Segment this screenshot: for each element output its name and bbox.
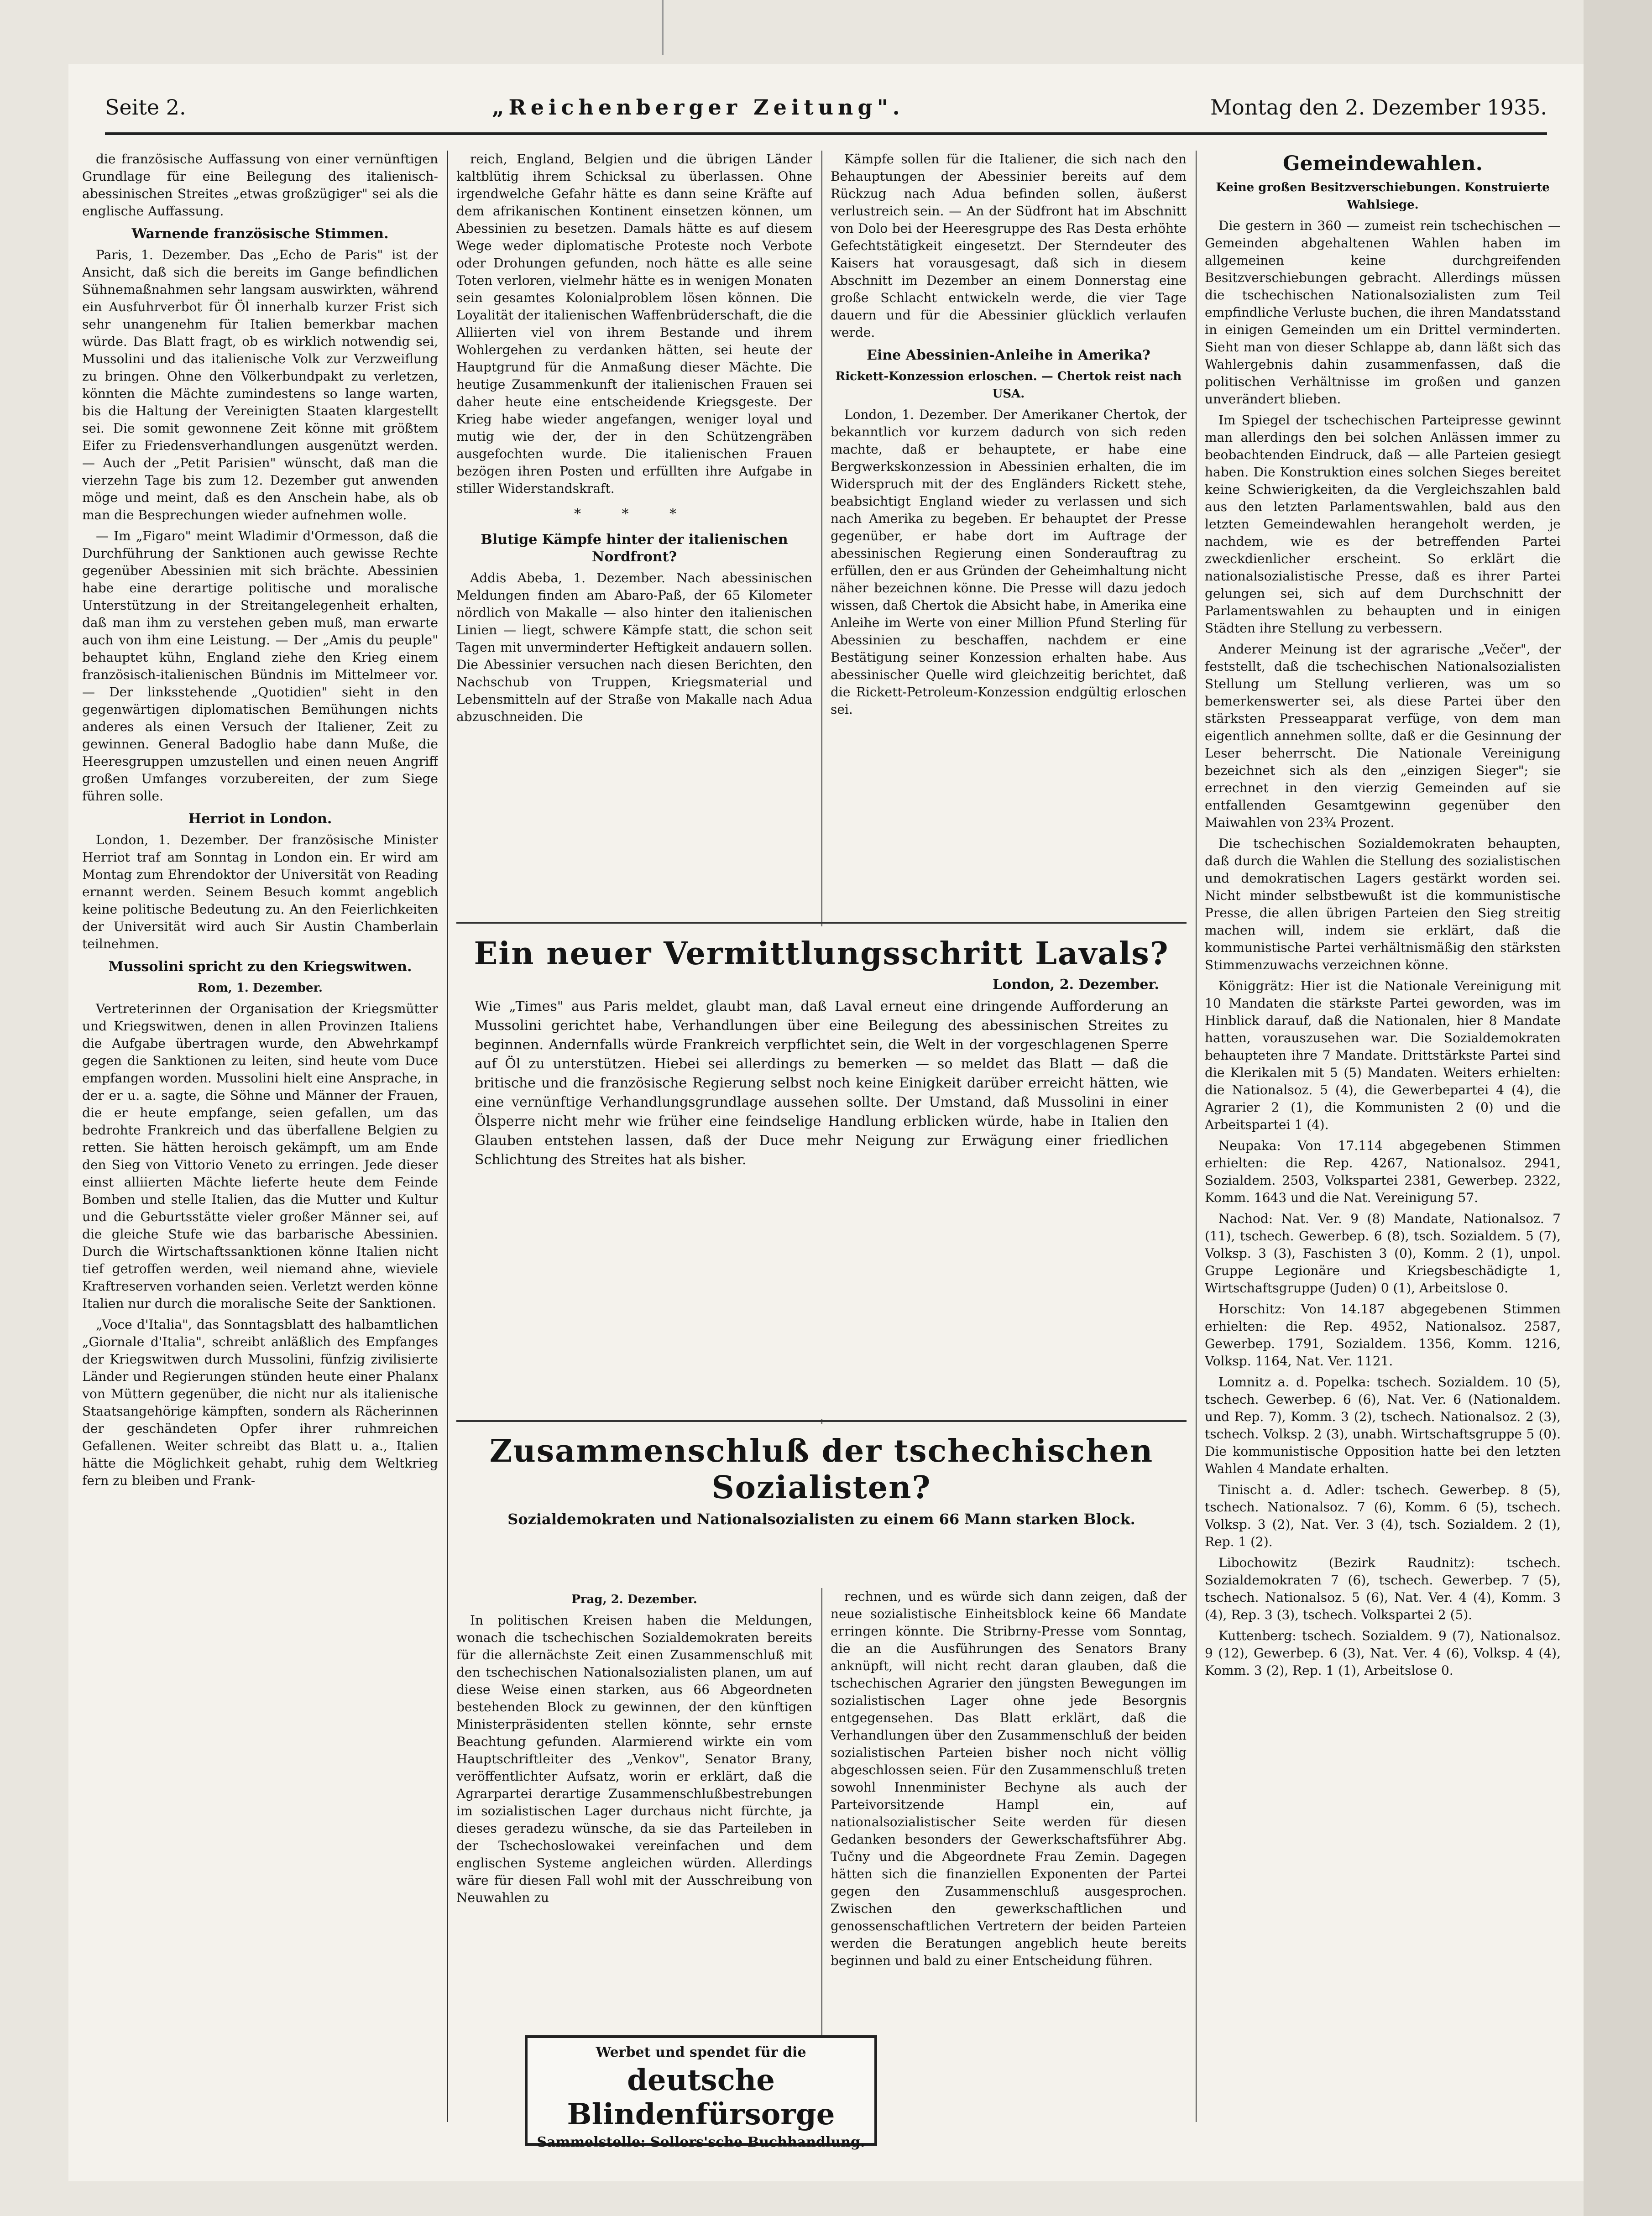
lead-article: [456, 926, 1187, 1419]
page-header: [105, 82, 1547, 135]
article-paragraph: Die tschechischen Sozialdemokraten behaupten, daß durch die Wahlen die Stellung des sozialistischen und demokratischen Lagers gestärkt worden sei. Nicht minder selbstbewußt ist die kommunistische Presse, die allen übrigen Parteien den Sieg streitig machen will, indem sie erklärt, daß die kommunistische Partei verhältnismäßig den stärksten Stimmenzuwachs verzeichnen könne.: [1205, 836, 1561, 972]
section-separator: * * *: [574, 506, 695, 522]
dateline: Prag, 2. Dezember.: [571, 1593, 697, 1606]
article-paragraph: In politischen Kreisen haben die Meldungen, wonach die tschechischen Sozialdemokraten bereits für die allernächste Zeit einen Zusammenschluß mit den tschechischen Nationalsozialisten planen, um auf diese Weise einen starken, aus 66 Abgeordneten bestehenden Block zu gewinnen, der den künftigen Ministerpräsidenten stellen könnte, sehr ernste Beachtung gefunden. Alarmierend wirkte ein vom Hauptschriftleiter des „Venkov", Senator Brany, veröffentlichter Aufsatz, worin er erklärt, daß die Agrarpartei derartige Zusammenschlußbestrebungen im sozialistischen Lager durchaus nicht fürchte, ja dieses geradezu wünsche, da sie das Parteileben in der Tschechoslowakei vereinfachen und dem englischen Systeme angleichen würden. Allerdings wäre für diesen Fall wohl mit der Ausschreibung von Neuwahlen zu: [456, 1613, 812, 1905]
lead-dateline: London, 2. Dezember.: [993, 977, 1159, 993]
lead-body: Wie „Times" aus Paris meldet, glaubt man, daß Laval erneut eine dringende Aufforderung an Mussolini gerichtet habe, Verhandlungen über eine Beilegung des abessinischen Streites zu beginnen. Andernfalls würde Frankreich verpflichtet sein, die Welt in der vorgeschlagenen Sperre auf Öl zu unterstützen. Hiebei sei allerdings zu bemerken — so meldet das Blatt — daß die britische und die französische Regierung selbst noch keine Einigkeit darüber erreicht hätten, wie eine vernünftige Verhandlungsgrundlage aussehen sollte. Der Umstand, daß Mussolini in einer Ölsperre nicht mehr wie früher eine feindselige Handlung erblicken würde, habe in Italien den Glauben entstehen lassen, daß der Duce mehr Neigung zur Erwägung einer friedlichen Schlichtung des Streites hat als bisher.: [475, 998, 1168, 1168]
newspaper-title: „Reichenberger Zeitung".: [492, 95, 904, 120]
article-paragraph: „Voce d'Italia", das Sonntagsblatt des halbamtlichen „Giornale d'Italia", schreibt anläßlich des Empfanges der Kriegswitwen durch Mussolini, fünfzig zivilisierte Länder und Regierungen stünden heute einer Phalanx von Müttern gegenüber, die nicht nur als italienische Staatsangehörige kämpften, sondern als Rächerinnen der geschändeten Opfer ihrer ruhmreichen Gefallenen. Weiter schreibt das Blatt u. a., Italien hätte die Möglichkeit gehabt, ruhig dem Weltkrieg fern zu bleiben und Frank-: [82, 1317, 438, 1488]
ad-line: Sammelstelle: Sollors'sche Buchhandlung.: [537, 2134, 865, 2150]
second-subheadline: Sozialdemokraten und Nationalsozialisten zu einem 66 Mann starken Block.: [507, 1510, 1135, 1528]
article-paragraph: London, 1. Dezember. Der französische Minister Herriot traf am Sonntag in London ein. Er wird am Montag zum Ehrendoktor der Universität von Reading ernannt werden. Seinem Besuch kommt angeblich keine politische Bedeutung zu. An den Feierlichkeiten der Universität wird auch Sir Austin Chamberlain teilnehmen.: [82, 832, 438, 951]
article-heading: Gemeindewahlen.: [1283, 152, 1483, 175]
article-continuation: die französische Auffassung von einer vernünftigen Grundlage für eine Beilegung des italienisch-abessinischen Streites „etwas großzügiger" sei als die englische Auffassung.: [82, 152, 438, 219]
advertisement-box: [525, 2035, 877, 2150]
election-result: Tinischt a. d. Adler: tschech. Gewerbep. 8 (5), tschech. Nationalsoz. 7 (6), Komm. 6 (5), tschech. Volksp. 3 (2), Nat. Ver. 3 (4), tsch. Sozialdem. 2 (1), Rep. 1 (2).: [1205, 1482, 1561, 1549]
article-paragraph: — Im „Figaro" meint Wladimir d'Ormesson, daß die Durchführung der Sanktionen auch gewisse Rechte gegenüber Abessinien mit sich brächte. Abessinien habe eine derartige politische und moralische Unterstützung in der Streitangelegenheit erhalten, daß man ihm zu verstehen geben muß, man erwarte auch von ihm eine Leistung. — Der „Amis du peuple" behauptet kühn, England ziehe den Krieg einem französisch-italienischen Bündnis im Mittelmeer vor. — Der linksstehende „Quotidien" sieht in den gegenwärtigen diplomatischen Bemühungen nichts anderes als einen Versuch der Italiener, Zeit zu gewinnen. General Badoglio habe dann Muße, die Heeresgruppen umzustellen und einen neuen Angriff großen Umfanges vorzubereiten, der zum Siege führen solle.: [82, 528, 438, 804]
article-paragraph: Paris, 1. Dezember. Das „Echo de Paris" ist der Ansicht, daß sich die bereits im Gange befindlichen Sühnemaßnahmen sehr langsam auswirkten, während ein Ausfuhrverbot für Öl innerhalb kurzer Frist sich sehr unangenehm für Italien bemerkbar machen würde. Das Blatt fragt, ob es wirklich notwendig sei, Mussolini und das italienische Volk zur Verzweiflung zu bringen. Ohne den Völkerbundpakt zu verletzen, könnten die Mächte zumindestens so lange warten, bis die Haltung der Vereinigten Staaten klargestellt sei. Die somit gewonnene Zeit könne mit größtem Eifer zu Friedensverhandlungen ausgenützt werden. — Auch der „Petit Parisien" wünscht, daß man die vierzehn Tage bis zum 12. Dezember gut anwenden möge und meint, daß es den Anschein habe, als ob man die Besprechungen wieder aufnehmen wolle.: [82, 247, 438, 523]
article-paragraph: Addis Abeba, 1. Dezember. Nach abessinischen Meldungen finden am Abaro-Paß, der 65 Kilometer nördlich von Makalle — also hinter den italienischen Linien — liegt, schwere Kämpfe statt, die schon seit Tagen mit unverminderter Heftigkeit andauern sollen. Die Abessinier versuchen nach diesen Berichten, den Nachschub von Truppen, Kriegsmaterial und Lebensmitteln auf der Straße von Makalle nach Adua abzuschneiden. Die: [456, 570, 812, 724]
article-heading: Eine Abessinien-Anleihe in Amerika?: [867, 347, 1150, 363]
article-continuation: reich, England, Belgien und die übrigen Länder kaltblütig ihrem Schicksal zu überlassen. Ohne irgendwelche Gefahr hätte es dann seine Kräfte auf dem afrikanischen Kontinent einsetzen können, um Abessinien zu besetzen. Damals hätte es auf diesem Wege weder diplomatische Proteste noch Verbote oder Drohungen gefunden, noch hätte es alle seine Toten verloren, vielmehr hätte es in wenigen Monaten sein gesamtes Kolonialproblem lösen können. Die Loyalität der italienischen Waffenbrüderschaft, die die Alliierten viel von ihrem Bestande und ihrem Wohlergehen zu verdanken hätten, sei heute der Hauptgrund für die Anmaßung dieser Mächte. Die heutige Zusammenkunft der italienischen Frauen sei daher heute eine entscheidende Kriegsgeste. Der Krieg habe wieder angefangen, weniger loyal und mutig wie der, der in den Schützengräben ausgefochten wurde. Die italienischen Frauen bezögen ihren Posten und erfüllten ihre Aufgabe in stiller Widerstandskraft.: [456, 152, 812, 496]
column-rule: [447, 151, 448, 2122]
election-result: Neupaka: Von 17.114 abgegebenen Stimmen erhielten: die Rep. 4267, Nationalsoz. 2941, Sozialdem. 2503, Volkspartei 2381, Gewerbep. 2322, Komm. 1643 und die Nat. Vereinigung 57.: [1205, 1138, 1561, 1205]
article-paragraph: Anderer Meinung ist der agrarische „Večer", der feststellt, daß die tschechischen Nationalsozialisten Stellung um Stellung verlieren, was um so bemerkenswerter sei, als diese Partei über den stärksten Presseapparat verfüge, von dem man eigentlich annehmen sollte, daß er die Gesinnung der Leser beherrscht. Die Nationale Vereinigung bezeichnet sich als den „einzigen Sieger"; sie errechnet in den vierzig Gemeinden auf sie entfallenden Gesamtgewinn gegenüber den Maiwahlen von 23¾ Prozent.: [1205, 642, 1561, 830]
column-rule: [1196, 151, 1197, 2122]
issue-date: Montag den 2. Dezember 1935.: [1210, 95, 1547, 120]
scan-margin-right: [1584, 0, 1652, 2216]
article-paragraph: rechnen, und es würde sich dann zeigen, daß der neue sozialistische Einheitsblock keine 66 Mandate erringen könnte. Die Stribrny-Presse vom Sonntag, die an die Ausführungen des Senators Brany anknüpft, will nicht recht daran glauben, daß die tschechischen Agrarier den jüngsten Bewegungen im sozialistischen Lager ohne jede Besorgnis entgegensehen. Das Blatt erklärt, daß die Verhandlungen über den Zusammenschluß der beiden sozialistischen Parteien bisher noch nicht völlig abgeschlossen seien. Für den Zusammenschluß treten sowohl Innenminister Bechyne als auch der Parteivorsitzende Hampl ein, auf nationalsozialistischer Seite werden für diesen Gedanken besonders der Gewerkschaftsführer Abg. Tučny und die Abgeordnete Frau Zemin. Dagegen hätten sich die finanziellen Exponenten der Partei gegen den Zusammenschluß ausgesprochen. Zwischen den gewerkschaftlichen und genossenschaftlichen Vertretern der beiden Parteien werden die Beratungen angeblich heute bereits beginnen und bald zu einer Entscheidung führen.: [831, 1589, 1187, 1968]
section-rule: [456, 1420, 1187, 1422]
column-1: [82, 151, 438, 2122]
second-article-left: [456, 1588, 812, 2026]
scan-mark: [662, 0, 664, 55]
article-paragraph: London, 1. Dezember. Der Amerikaner Chertok, der bekanntlich vor kurzem dadurch von sich reden machte, daß er behauptete, er habe eine Bergwerkskonzession in Abessinien erhalten, die im Widerspruch mit der des Engländers Rickett stehe, beabsichtigt England wieder zu verlassen und sich nach Amerika zu begeben. Er behauptet der Presse gegenüber, er habe dort im Auftrage der abessinischen Regierung einen Sonderauftrag zu erfüllen, den er aus Gründen der Geheimhaltung nicht näher bezeichnen könne. Die Presse will dazu jedoch wissen, daß Chertok die Absicht habe, in Amerika eine Anleihe im Werte von einer Million Pfund Sterling für Abessinien zu beschaffen, nachdem er eine Bestätigung seiner Konzession erhalten habe. Aus abessinischer Quelle wird gleichzeitig berichtet, daß die Rickett-Petroleum-Konzession endgültig erloschen sei.: [831, 407, 1187, 717]
election-result: Horschitz: Von 14.187 abgegebenen Stimmen erhielten: die Rep. 4952, Nationalsoz. 2587, Gewerbep. 1791, Sozialdem. 1356, Komm. 1216, Volksp. 1164, Nat. Ver. 1121.: [1205, 1301, 1561, 1369]
article-paragraph: Vertreterinnen der Organisation der Kriegsmütter und Kriegswitwen, denen in allen Provinzen Italiens die Aufgabe übertragen wurde, den Abwehrkampf gegen die Sanktionen zu leiten, sind heute vom Duce empfangen worden. Mussolini hielt eine Ansprache, in der er u. a. sagte, die Söhne und Männer der Frauen, die er heute empfange, seien gefallen, um das bedrohte Frankreich und das überfallene Belgien zu retten. Sie hätten heroisch gekämpft, um am Ende den Sieg von Vittorio Veneto zu erringen. Jede dieser einst alliierten Mächte lieferte heute dem Feinde Bomben und stelle Italien, das die Mutter und Kultur und die Geburtsstätte vieler großer Männer sei, auf die gleiche Stufe wie das barbarische Abessinien. Durch die Wirtschaftssanktionen könne Italien nicht tief getroffen werden, weil niemand ahne, wieviele Kraftreserven vorhanden seien. Verletzt werden könne Italien nur durch die moralische Seite der Sanktionen.: [82, 1001, 438, 1311]
election-result: Kuttenberg: tschech. Sozialdem. 9 (7), Nationalsoz. 9 (12), Gewerbep. 6 (3), Nat. Ver. 4 (6), Volksp. 4 (4), Komm. 3 (2), Rep. 1 (1), Arbeitslose 0.: [1205, 1628, 1561, 1678]
second-article-right: [831, 1588, 1187, 2154]
election-result: Libochowitz (Bezirk Raudnitz): tschech. Sozialdemokraten 7 (6), tschech. Gewerbep. 7 (5), tschech. Nationalsoz. 5 (6), Nat. Ver. 4 (4), Komm. 3 (4), Rep. 3 (3), tschech. Volkspartei 2 (5).: [1205, 1555, 1561, 1622]
article-continuation: Kämpfe sollen für die Italiener, die sich nach den Behauptungen der Abessinier bereits auf dem Rückzug nach Adua befinden sollen, äußerst verlustreich sein. — An der Südfront hat im Abschnitt von Dolo bei der Heeresgruppe des Ras Desta erhöhte Gefechtstätigkeit eingesetzt. Der Sterndeuter des Kaisers hat vorausgesagt, daß sich in diesem Abschnitt im Dezember an einem Donnerstag eine große Schlacht entwickeln werde, die vier Tage dauern und für die Abessinier glücklich verlaufen werde.: [831, 152, 1187, 340]
second-article-header: [456, 1424, 1187, 1588]
newspaper-page: [68, 64, 1584, 2181]
dateline: Rom, 1. Dezember.: [198, 981, 323, 995]
column-4: [1205, 151, 1561, 2122]
second-headline: Zusammenschluß der tschechischen Sozialisten?: [489, 1433, 1154, 1506]
article-heading: Warnende französische Stimmen.: [131, 226, 389, 242]
election-result: Nachod: Nat. Ver. 9 (8) Mandate, Nationalsoz. 7 (11), tschech. Gewerbep. 6 (8), tsch. Sozialdem. 5 (7), Volksp. 3 (3), Faschisten 3 (0), Komm. 2 (1), unpol. Gruppe Legionäre und Kriegsbeschädigte 1, Wirtschaftsgruppe (Juden) 0 (1), Arbeitslose 0.: [1205, 1211, 1561, 1296]
ad-line: Werbet und spendet für die: [596, 2044, 806, 2060]
ad-main-text: deutsche Blindenfürsorge: [567, 2063, 835, 2132]
article-paragraph: Im Spiegel der tschechischen Parteipresse gewinnt man allerdings den bei solchen Anlässen immer zu beobachtenden Eindruck, daß — alle Parteien gesiegt haben. Die Konstruktion eines solchen Sieges bereitet keine Schwierigkeiten, da die Vergleichszahlen bald aus den letzten Parlamentswahlen, bald aus den letzten Gemeindewahlen herangeholt werden, je nachdem, wie es der betreffenden Partei zweckdienlicher erscheint. So erklärt die nationalsozialistische Presse, daß es ihrer Partei gelungen sei, sich auf dem Durchschnitt der Parlamentswahlen zu behaupten und in einigen Städten ihre Stellung zu verbessern.: [1205, 413, 1561, 636]
article-heading: Blutige Kämpfe hinter der italienischen Nordfront?: [481, 532, 788, 565]
article-heading: Herriot in London.: [188, 811, 332, 827]
lead-headline: Ein neuer Vermittlungsschritt Lavals?: [474, 936, 1169, 972]
page-number: Seite 2.: [105, 95, 186, 120]
election-result: Königgrätz: Hier ist die Nationale Vereinigung mit 10 Mandaten die stärkste Partei geworden, was im Hinblick darauf, daß die Nationalen, hier 8 Mandate hatten, vorauszusehen war. Die Sozialdemokraten behaupteten ihre 7 Mandate. Drittstärkste Partei sind die Klerikalen mit 5 (5) Mandaten. Weiters erhielten: die Nationalsoz. 5 (4), die Gewerbepartei 4 (4), die Agrarier 2 (1), die Kommunisten 2 (0) und die Arbeitspartei 1 (4).: [1205, 978, 1561, 1132]
article-paragraph: Die gestern in 360 — zumeist rein tschechischen — Gemeinden abgehaltenen Wahlen haben im allgemeinen keine durchgreifenden Besitzverschiebungen gebracht. Allerdings müssen die tschechischen Nationalsozialisten zum Teil empfindliche Verluste buchen, die ihren Mandatsstand in einigen Gemeinden um ein Drittel verminderten. Sieht man von dieser Schlappe ab, dann läßt sich das Wahlergebnis dahin zusammenfassen, daß die politischen Verhältnisse im großen und ganzen unverändert blieben.: [1205, 218, 1561, 407]
article-subheading: Keine großen Besitzverschiebungen. Konstruierte Wahlsiege.: [1216, 181, 1550, 212]
section-rule: [456, 922, 1187, 924]
election-result: Lomnitz a. d. Popelka: tschech. Sozialdem. 10 (5), tschech. Gewerbep. 6 (6), Nat. Ver. 6 (Nationaldem. und Rep. 7), Komm. 3 (2), tschech. Nationalsoz. 2 (3), tschech. Volksp. 2 (3), unabh. Wirtschaftsgruppe 5 (0). Die kommunistische Opposition hatte bei den letzten Wahlen 4 Mandate erhalten.: [1205, 1375, 1561, 1476]
article-subheading: Rickett-Konzession erloschen. — Chertok reist nach USA.: [835, 370, 1182, 401]
article-heading: Mussolini spricht zu den Kriegswitwen.: [108, 959, 412, 975]
